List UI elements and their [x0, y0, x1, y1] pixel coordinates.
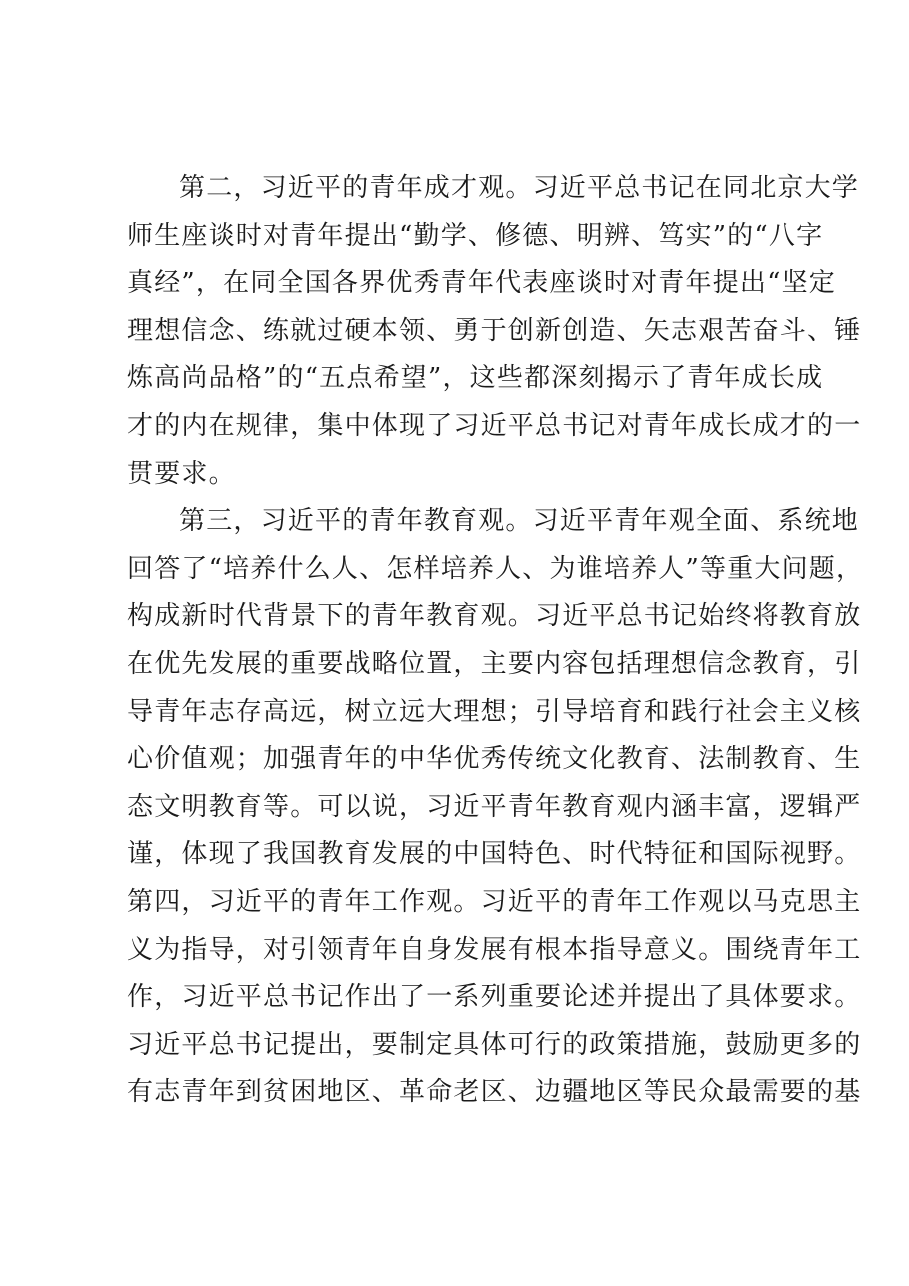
text-line: 义为指导，对引领青年自身发展有根本指导意义。围绕青年工 — [127, 934, 862, 965]
text-line: 师生座谈时对青年提出“勤学、修德、明辨、笃实”的“八字 — [127, 220, 824, 251]
document-body — [127, 165, 864, 1117]
text-line: 理想信念、练就过硬本领、勇于创新创造、矢志艰苦奋斗、锤 — [127, 315, 862, 346]
text-line: 导青年志存高远，树立远大理想；引导培育和践行社会主义核 — [127, 696, 862, 727]
text-line: 在优先发展的重要战略位置，主要内容包括理想信念教育，引 — [127, 648, 862, 679]
text-line: 有志青年到贫困地区、革命老区、边疆地区等民众最需要的基 — [127, 1077, 862, 1108]
text-line: 回答了“培养什么人、怎样培养人、为谁培养人”等重大问题， — [127, 553, 864, 584]
text-line: 真经”，在同全国各界优秀青年代表座谈时对青年提出“坚定 — [127, 268, 836, 299]
text-line: 第二，习近平的青年成才观。习近平总书记在同北京大学 — [179, 173, 860, 203]
text-line: 构成新时代背景下的青年教育观。习近平总书记始终将教育放 — [127, 601, 862, 632]
text-line: 作，习近平总书记作出了一系列重要论述并提出了具体要求。 — [127, 982, 862, 1013]
text-line: 贯要求。 — [127, 458, 236, 489]
text-line: 炼高尚品格”的“五点希望”，这些都深刻揭示了青年成长成 — [127, 363, 824, 394]
text-line: 态文明教育等。可以说，习近平青年教育观内涵丰富，逻辑严 — [127, 791, 862, 822]
text-line: 第三，习近平的青年教育观。习近平青年观全面、系统地 — [179, 506, 860, 537]
text-line: 谨，体现了我国教育发展的中国特色、时代特征和国际视野。 — [127, 839, 862, 870]
text-line: 才的内在规律，集中体现了习近平总书记对青年成长成才的一 — [127, 410, 862, 441]
text-line: 习近平总书记提出，要制定具体可行的政策措施，鼓励更多的 — [127, 1029, 862, 1060]
text-line: 第四，习近平的青年工作观。习近平的青年工作观以马克思主 — [127, 886, 862, 917]
text-line: 心价值观；加强青年的中华优秀传统文化教育、法制教育、生 — [127, 744, 862, 775]
